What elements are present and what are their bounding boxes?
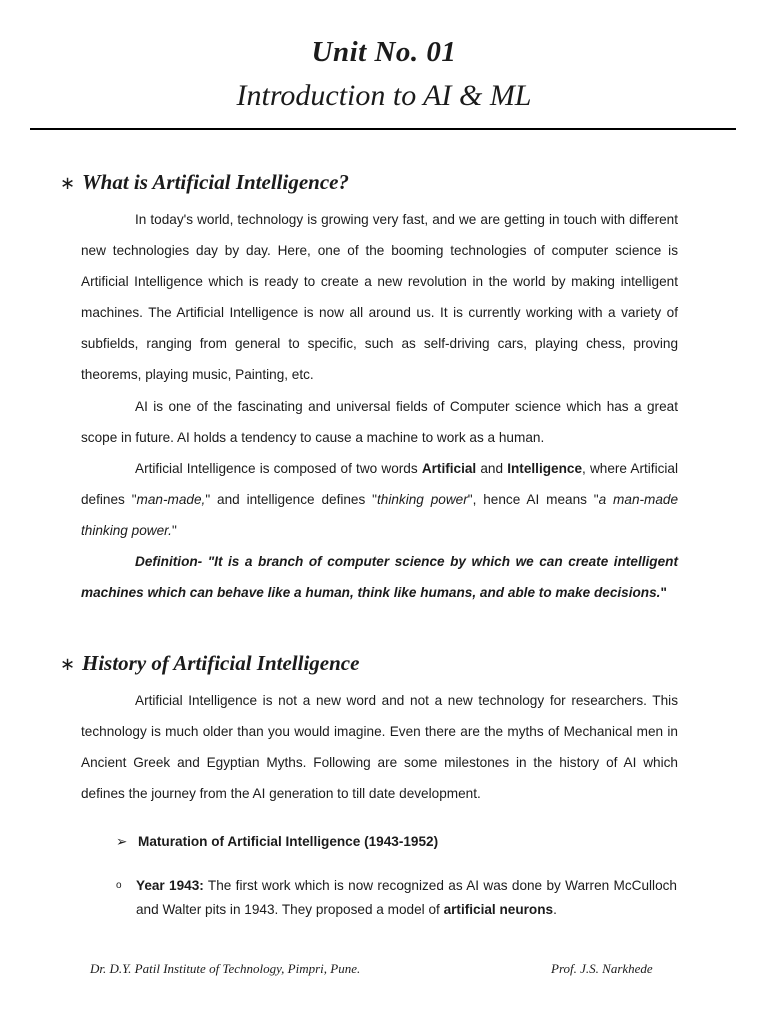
arrow-bullet-icon: ➢ [116, 834, 128, 849]
year-label: Year 1943: [136, 878, 204, 893]
asterisk-bullet-icon: ∗ [60, 173, 76, 193]
paragraph-definition [81, 546, 678, 608]
asterisk-bullet-icon: ∗ [60, 654, 76, 674]
text-run: . [553, 902, 557, 917]
milestone-item [116, 834, 438, 850]
paragraph-intro: In today's world, technology is growing very fast, and we are getting in touch with different new technologies day by day. Here, one of the booming technologies of computer science is Artificial Intelligence which is ready to create a new revolution in the world by making intelligent machines. The Artificial Intelligence is now all around us. It is currently working with a variety of subfields, ranging from general to specific, such as self-driving cars, playing chess, proving theorems, playing music, Painting, etc. [81, 212, 678, 382]
paragraph-history: Artificial Intelligence is not a new word and not a new technology for researchers. This technology is much older than you would imagine. Even there are the myths of Mechanical men in Ancient Greek and Egyptian Myths. Following are some milestones in the history of AI which defines the journey from the AI generation to till date development. [81, 693, 678, 801]
text-run: The first work which is now recognized as AI was done by Warren McCulloch and Walter pits in 1943. They proposed a model of [136, 878, 677, 917]
text-run: ", hence AI means " [467, 492, 599, 507]
year-1943-text [136, 874, 677, 922]
text-run-italic: thinking power [377, 492, 468, 507]
paragraph-ai-words [81, 453, 678, 546]
paragraph-ai-scope: AI is one of the fascinating and universal fields of Computer science which has a great scope in future. AI holds a tendency to cause a machine to work as a human. [81, 399, 678, 445]
unit-subtitle: Introduction to AI & ML [236, 79, 532, 112]
text-run-bold: Intelligence [507, 461, 583, 476]
footer-institute: Dr. D.Y. Patil Institute of Technology, Pimpri, Pune. [90, 961, 361, 976]
header-rule [30, 128, 736, 130]
section-heading-what-is-ai [60, 170, 349, 195]
definition-close-quote: " [660, 585, 667, 600]
unit-title: Unit No. 01 [311, 36, 457, 68]
footer-author: Prof. J.S. Narkhede [551, 961, 653, 976]
text-run-italic: a man-made thinking power. [81, 492, 679, 538]
text-run: , where Artificial defines " [81, 461, 678, 507]
text-run-bold: artificial neurons [443, 902, 554, 917]
text-run-italic: man-made, [136, 492, 206, 507]
text-run: Artificial Intelligence is composed of two words [135, 461, 422, 476]
text-run: " [171, 523, 177, 538]
section-heading-text: History of Artificial Intelligence [82, 651, 360, 675]
milestone-label: Maturation of Artificial Intelligence (1943-1952) [138, 834, 439, 849]
circle-bullet-icon: o [116, 880, 122, 891]
section-heading-text: What is Artificial Intelligence? [82, 170, 349, 194]
section-heading-history [60, 651, 359, 676]
text-run: and [476, 461, 508, 476]
text-run: " and intelligence defines " [205, 492, 377, 507]
text-run-bold: Artificial [421, 461, 477, 476]
definition-text: Definition- "It is a branch of computer science by which we can create intelligent machines which can behave like a human, think like humans, and able to make decisions. [81, 554, 678, 600]
